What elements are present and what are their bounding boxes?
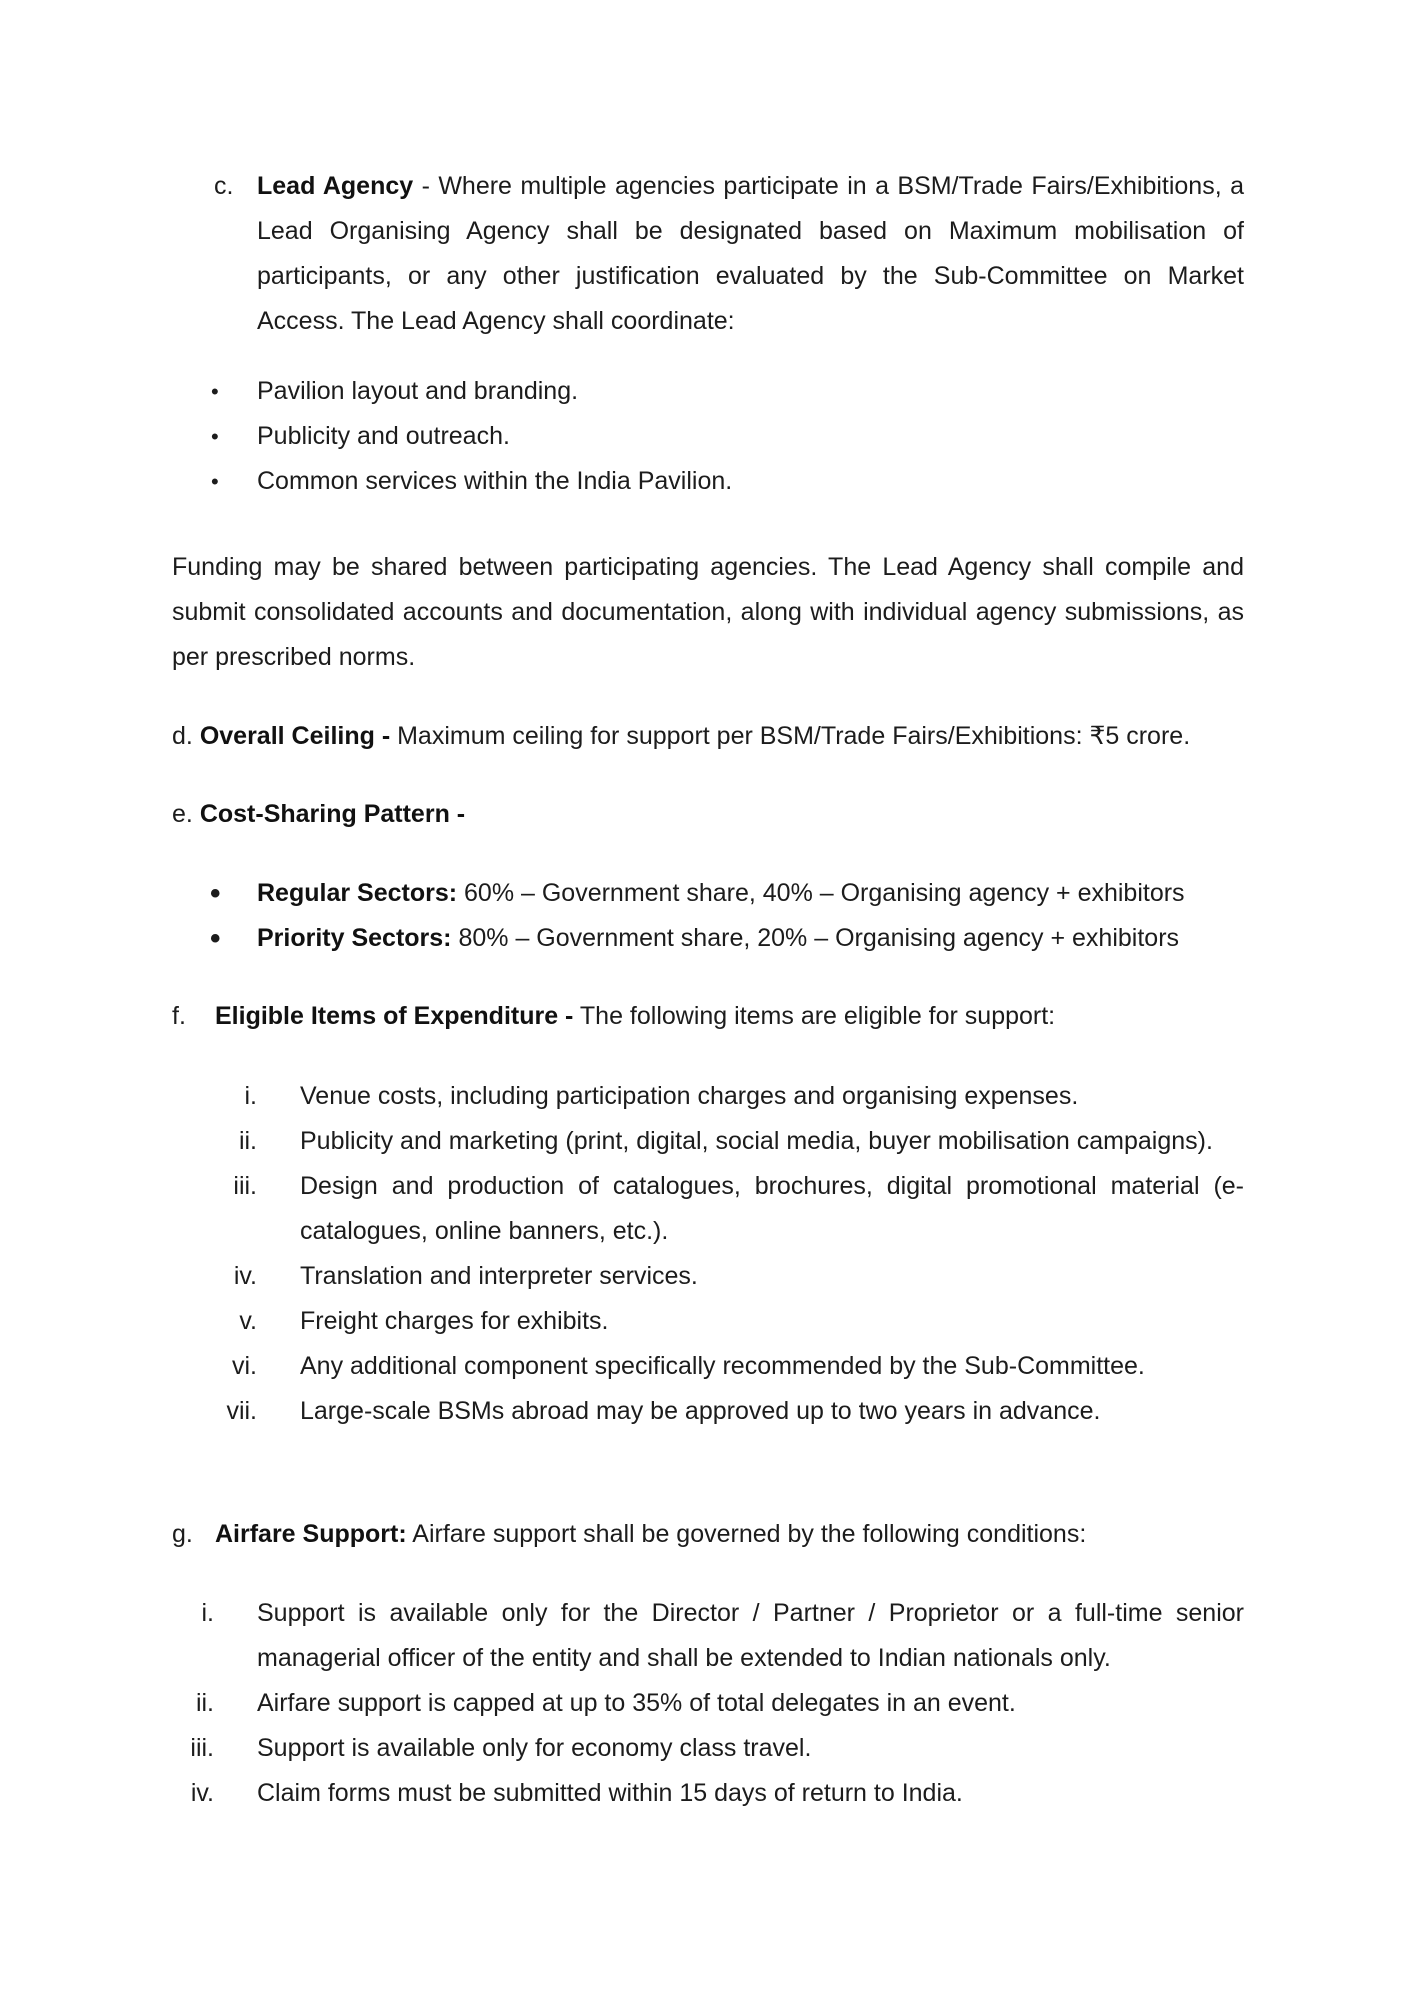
list-item-text: Common services within the India Pavilion. bbox=[257, 467, 733, 495]
list-item-number: i. bbox=[201, 1599, 214, 1627]
list-item-number: vii. bbox=[226, 1397, 257, 1425]
list-item bbox=[211, 459, 1211, 504]
section-c-text: Where multiple agencies participate in a BSM/Trade Fairs/Exhibitions, a Lead Organising Agency shall be designated based on Maximum mobilisation of participants, or any other justification evaluated by the Sub-Committee on Market Access. The Lead Agency shall coordinate: bbox=[257, 172, 1244, 335]
list-item-content bbox=[257, 924, 1179, 952]
funding-paragraph: Funding may be shared between participating agencies. The Lead Agency shall compile and submit consolidated accounts and documentation, along with individual agency submissions, as per prescribed norms. bbox=[172, 553, 1244, 671]
list-item bbox=[200, 1074, 1244, 1119]
list-item bbox=[170, 1591, 1244, 1681]
section-f-title: Eligible Items of Expenditure - bbox=[215, 1002, 574, 1030]
list-item-content bbox=[257, 879, 1185, 907]
bullet-icon: • bbox=[210, 877, 221, 910]
list-item bbox=[200, 1299, 1244, 1344]
list-item bbox=[211, 414, 1211, 459]
section-f-eligible-items bbox=[172, 994, 1272, 1039]
list-item bbox=[210, 916, 1270, 961]
list-item-number: iii. bbox=[233, 1172, 257, 1200]
list-item bbox=[200, 1119, 1244, 1164]
list-item-text: Freight charges for exhibits. bbox=[300, 1307, 609, 1335]
section-e-cost-sharing bbox=[172, 792, 1272, 837]
section-g-text: Airfare support shall be governed by the following conditions: bbox=[412, 1520, 1087, 1548]
list-item-text: Support is available only for the Director / Partner / Proprietor or a full-time senior managerial officer of the entity and shall be extended to Indian nationals only. bbox=[257, 1599, 1244, 1672]
section-g-heading bbox=[215, 1520, 1086, 1548]
section-d-text: Maximum ceiling for support per BSM/Trade Fairs/Exhibitions: ₹5 crore. bbox=[397, 722, 1191, 750]
list-item-number: iv. bbox=[190, 1779, 214, 1807]
section-g-title: Airfare Support: bbox=[215, 1520, 407, 1548]
list-item-text: Venue costs, including participation charges and organising expenses. bbox=[300, 1082, 1079, 1110]
section-c-bullet-list bbox=[211, 369, 1211, 504]
section-d-title: Overall Ceiling - bbox=[199, 722, 391, 750]
bullet-icon: • bbox=[211, 424, 219, 449]
list-item-text: 80% – Government share, 20% – Organising agency + exhibitors bbox=[458, 924, 1180, 952]
list-item bbox=[170, 1681, 1244, 1726]
section-c-lead-agency bbox=[214, 164, 1244, 344]
list-item-number: ii. bbox=[238, 1127, 257, 1155]
list-item-label: Priority Sectors: bbox=[257, 924, 452, 952]
bullet-icon: • bbox=[211, 469, 219, 494]
list-item-text: Publicity and outreach. bbox=[257, 422, 510, 450]
section-g-airfare-support bbox=[172, 1512, 1272, 1557]
list-item-text: Publicity and marketing (print, digital, social media, buyer mobilisation campaigns). bbox=[300, 1127, 1213, 1155]
bullet-icon: • bbox=[210, 922, 221, 955]
list-item bbox=[170, 1771, 1244, 1816]
section-c-title: Lead Agency bbox=[257, 172, 414, 200]
section-g-marker: g. bbox=[172, 1520, 193, 1548]
list-item-text: Claim forms must be submitted within 15 days of return to India. bbox=[257, 1779, 963, 1807]
list-item-text: Design and production of catalogues, brochures, digital promotional material (e-catalogues, online banners, etc.). bbox=[300, 1172, 1244, 1245]
bullet-icon: • bbox=[211, 379, 219, 404]
list-item-text: Any additional component specifically recommended by the Sub-Committee. bbox=[300, 1352, 1145, 1380]
section-f-marker: f. bbox=[172, 1002, 186, 1030]
section-f-heading bbox=[215, 1002, 1055, 1030]
section-c-marker: c. bbox=[214, 172, 234, 200]
list-item bbox=[200, 1389, 1244, 1434]
section-c-paragraph bbox=[257, 164, 1244, 344]
list-item bbox=[211, 369, 1211, 414]
section-d-marker: d. bbox=[172, 722, 193, 750]
list-item bbox=[210, 871, 1270, 916]
list-item-number: ii. bbox=[195, 1689, 214, 1717]
section-c-separator: - bbox=[421, 172, 430, 200]
list-item-number: iv. bbox=[233, 1262, 257, 1290]
section-f-text: The following items are eligible for support: bbox=[579, 1002, 1056, 1030]
section-f-numbered-list bbox=[200, 1074, 1244, 1434]
list-item-text: 60% – Government share, 40% – Organising agency + exhibitors bbox=[464, 879, 1185, 907]
list-item-text: Support is available only for economy class travel. bbox=[257, 1734, 812, 1762]
list-item-number: v. bbox=[239, 1307, 257, 1335]
list-item bbox=[200, 1254, 1244, 1299]
list-item-number: iii. bbox=[190, 1734, 214, 1762]
list-item-number: i. bbox=[244, 1082, 257, 1110]
section-d-overall-ceiling bbox=[172, 714, 1272, 759]
list-item-label: Regular Sectors: bbox=[257, 879, 458, 907]
list-item-text: Translation and interpreter services. bbox=[300, 1262, 698, 1290]
section-e-title: Cost-Sharing Pattern - bbox=[199, 800, 466, 828]
list-item-text: Large-scale BSMs abroad may be approved up to two years in advance. bbox=[300, 1397, 1101, 1425]
list-item bbox=[170, 1726, 1244, 1771]
list-item-number: vi. bbox=[232, 1352, 257, 1380]
section-g-numbered-list bbox=[170, 1591, 1244, 1816]
list-item bbox=[200, 1344, 1244, 1389]
section-e-marker: e. bbox=[172, 800, 193, 828]
list-item-text: Airfare support is capped at up to 35% of total delegates in an event. bbox=[257, 1689, 1016, 1717]
section-e-bullet-list bbox=[210, 871, 1270, 961]
list-item-text: Pavilion layout and branding. bbox=[257, 377, 579, 405]
list-item bbox=[200, 1164, 1244, 1254]
